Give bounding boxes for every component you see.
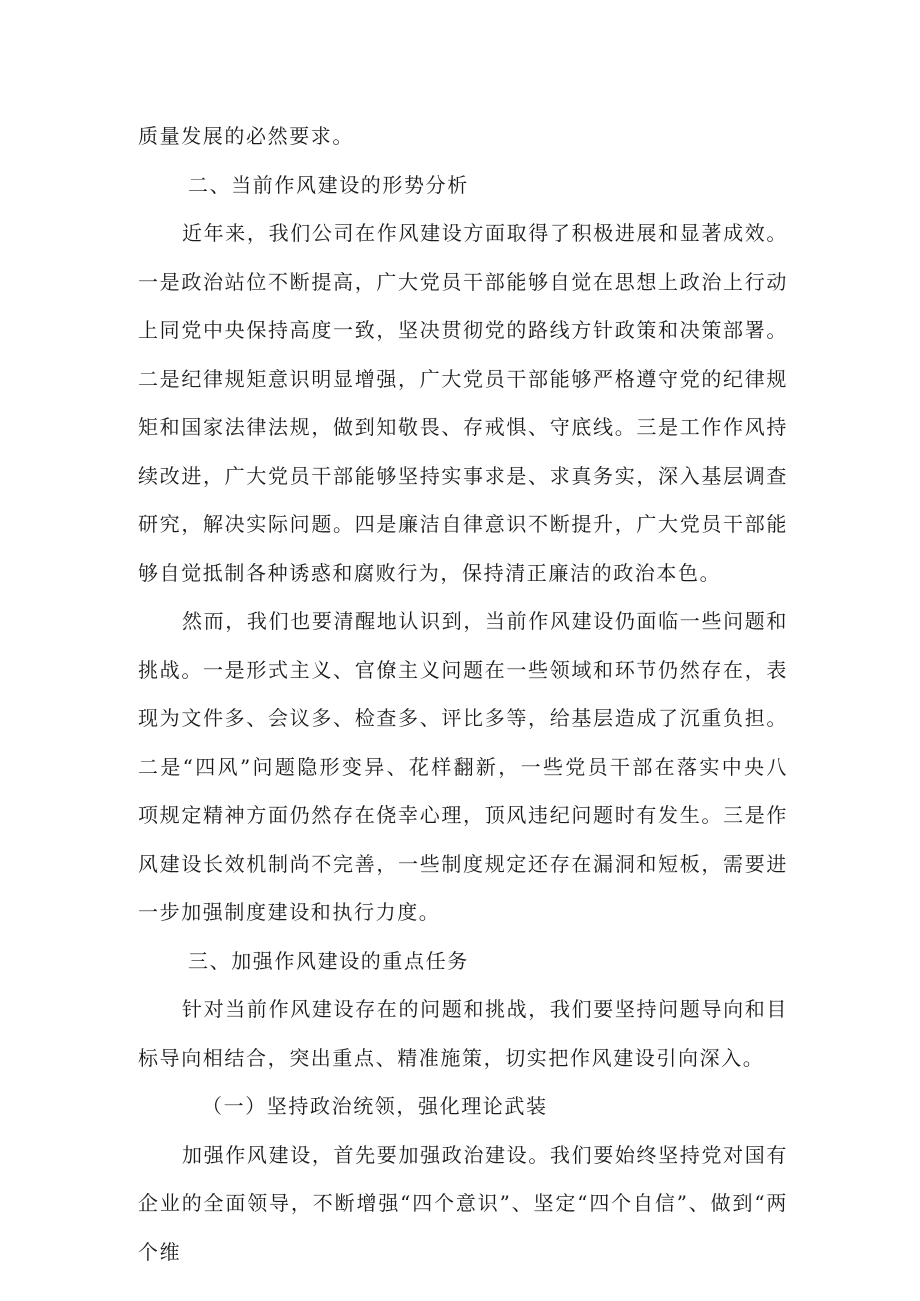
section-heading-2: 二、当前作风建设的形势分析 — [188, 172, 469, 197]
paragraph: 近年来，我们公司在作风建设方面取得了积极进展和显著成效。一是政治站位不断提高，广大党员干部能够自觉在思想上政治上行动上同党中央保持高度一致，坚决贯彻党的路线方针政策和决策部署。二是纪律规矩意识明显增强，广大党员干部能够严格遵守党的纪律规矩和国家法律法规，做到知敬畏、存戒惧、守底线。三是工作作风持续改进，广大党员干部能够坚持实事求是、求真务实，深入基层调查研究，解决实际问题。四是廉洁自律意识不断提升，广大党员干部能够自觉抵制各种诱惑和腐败行为，保持清正廉洁的政治本色。 — [138, 221, 788, 585]
section-heading-3: 三、加强作风建设的重点任务 — [188, 948, 469, 973]
document-body — [138, 112, 788, 1276]
paragraph: 加强作风建设，首先要加强政治建设。我们要始终坚持党对国有企业的全面领导，不断增强“四个意识”、坚定“四个自信”、做到“两个维 — [138, 1142, 788, 1264]
paragraph-continued: 质量发展的必然要求。 — [138, 124, 354, 148]
paragraph: 然而，我们也要清醒地认识到，当前作风建设仍面临一些问题和挑战。一是形式主义、官僚主义问题在一些领域和环节仍然存在，表现为文件多、会议多、检查多、评比多等，给基层造成了沉重负担。二是“四风”问题隐形变异、花样翻新，一些党员干部在落实中央八项规定精神方面仍然存在侥幸心理，顶风违纪问题时有发生。三是作风建设长效机制尚不完善，一些制度规定还存在漏洞和短板，需要进一步加强制度建设和执行力度。 — [138, 609, 788, 924]
paragraph: 针对当前作风建设存在的问题和挑战，我们要坚持问题导向和目标导向相结合，突出重点、精准施策，切实把作风建设引向深入。 — [138, 997, 788, 1070]
subsection-heading-1: （一）坚持政治统领，强化理论武装 — [202, 1094, 548, 1118]
